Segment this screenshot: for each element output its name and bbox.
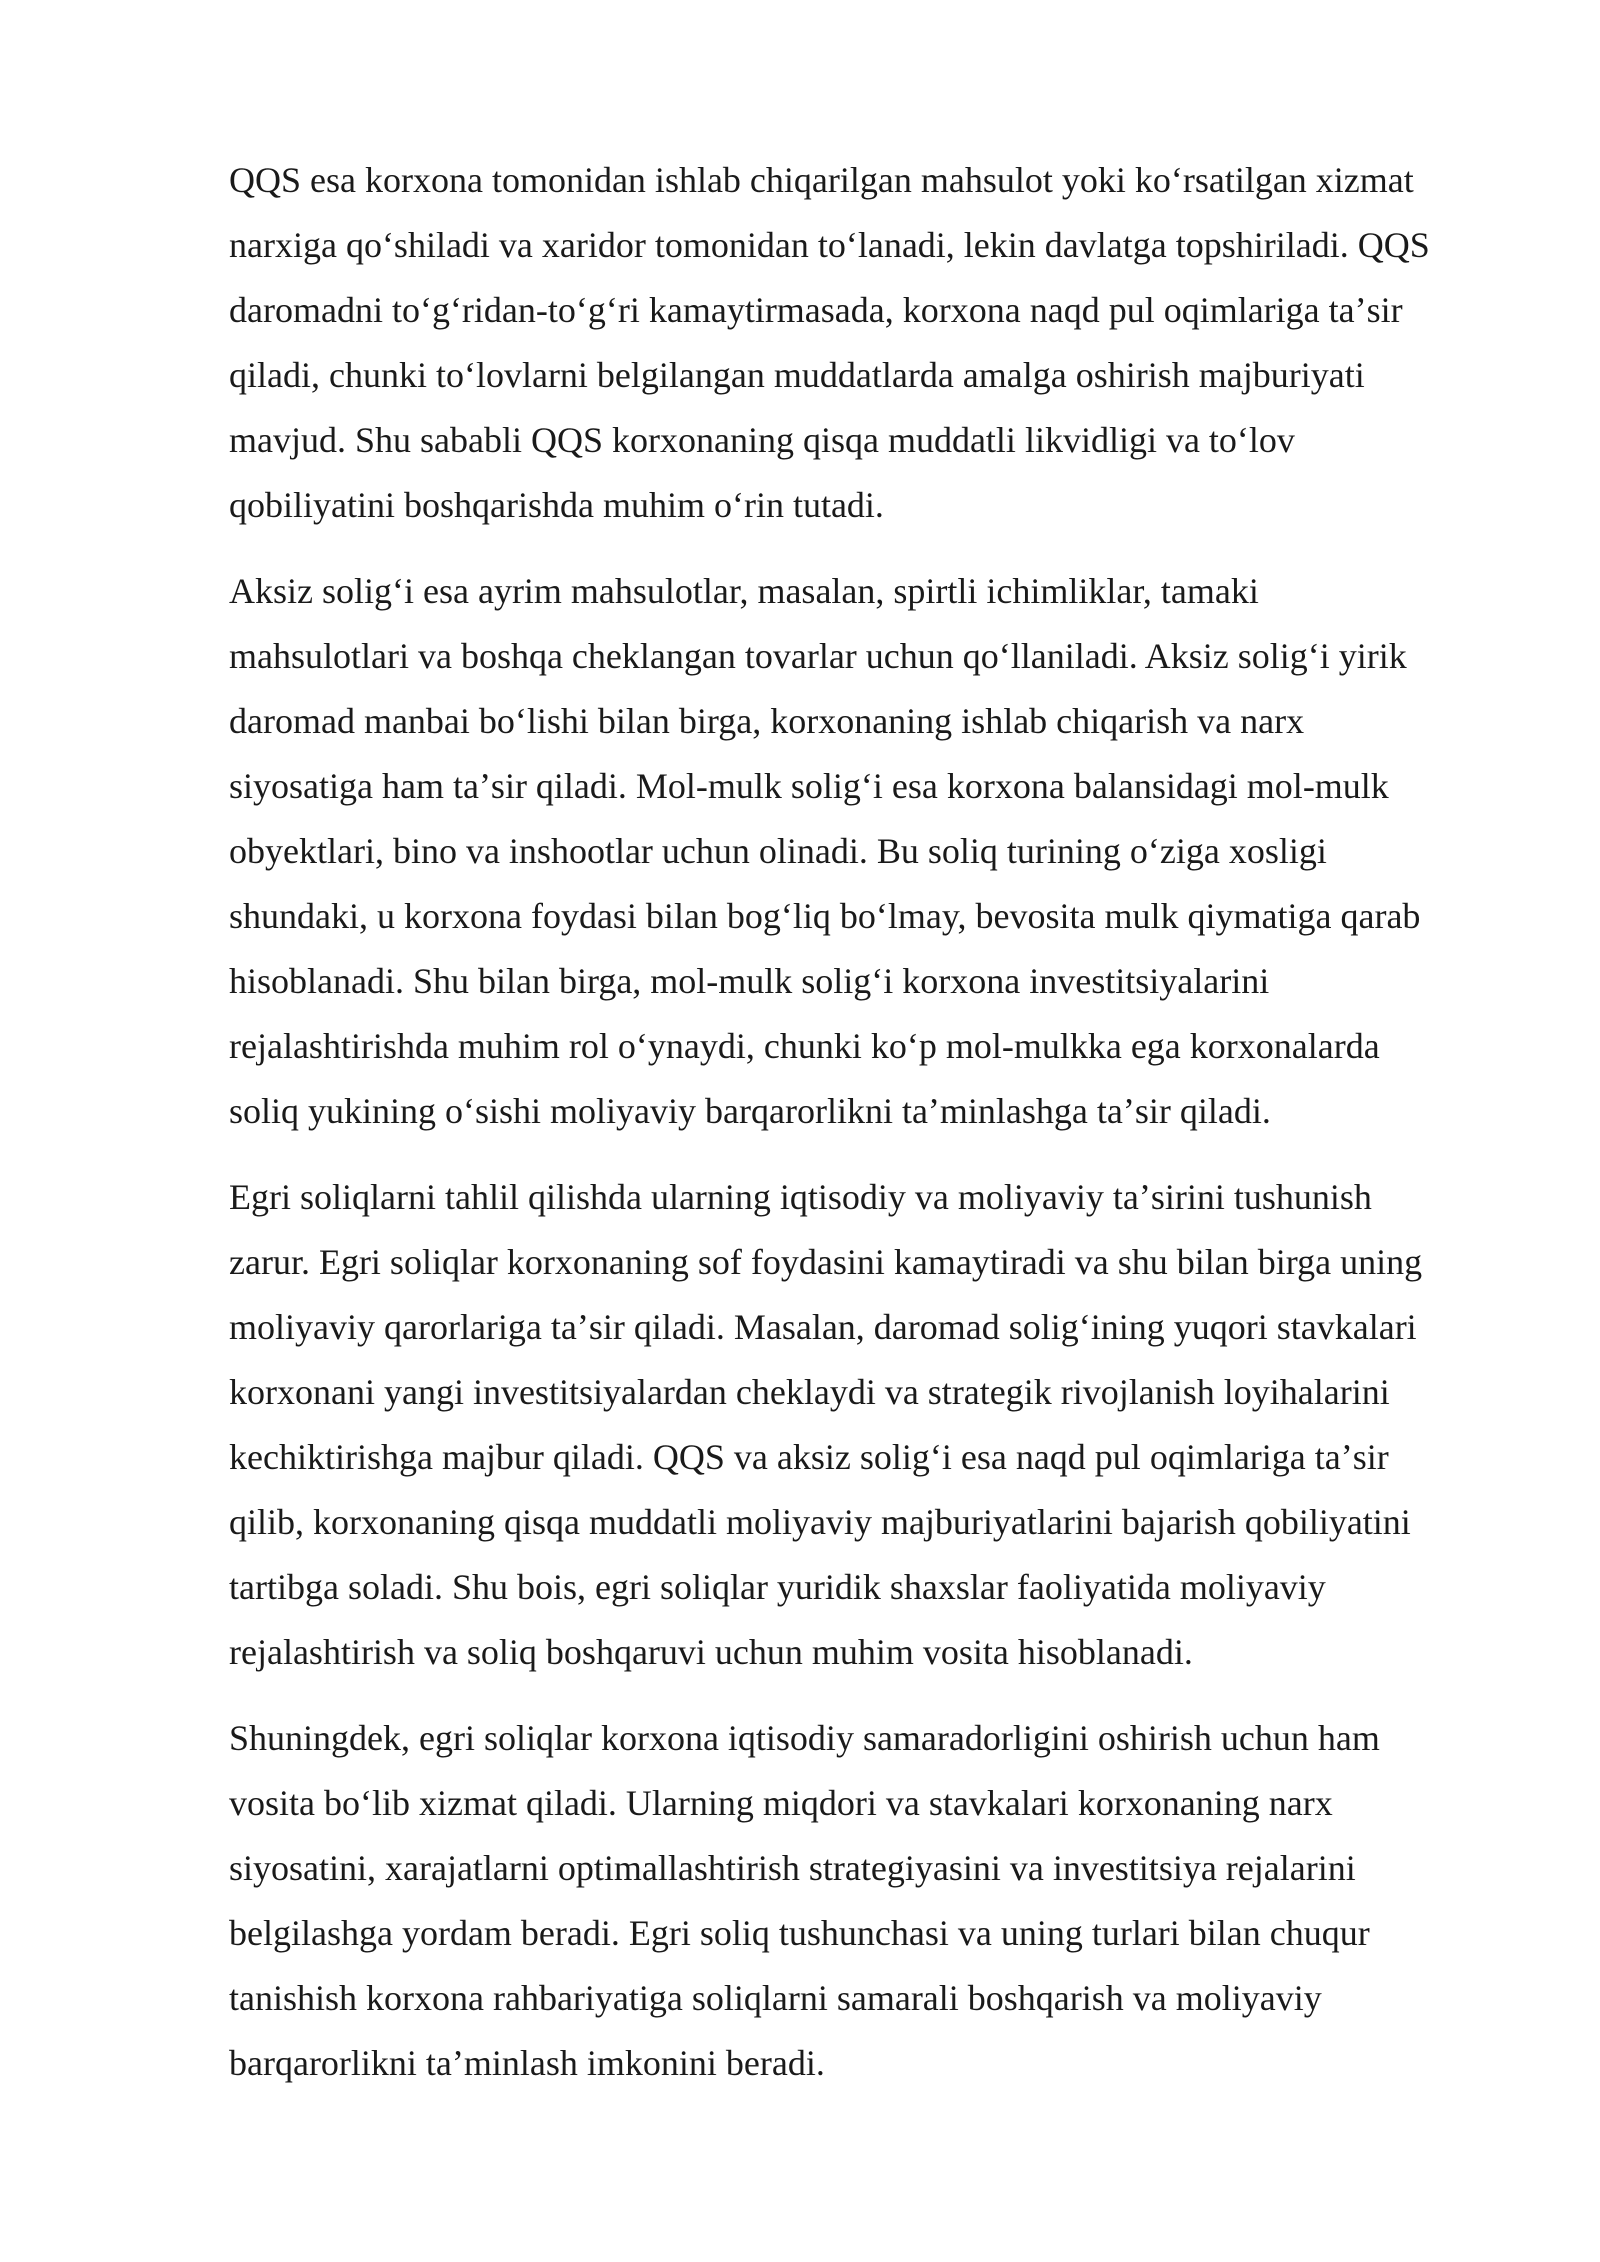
paragraph-shuningdek [229,1706,1509,2096]
text-line: rejalashtirish va soliq boshqaruvi uchun muhim vosita hisoblanadi. [229,1632,1193,1672]
text-line: narxiga qoʻshiladi va xaridor tomonidan toʻlanadi, lekin davlatga topshiriladi. QQS [229,225,1430,265]
text-line: zarur. Egri soliqlar korxonaning sof foydasini kamaytiradi va shu bilan birga uning [229,1242,1423,1282]
text-line: soliq yukining oʻsishi moliyaviy barqarorlikni taʼminlashga taʼsir qiladi. [229,1091,1271,1131]
text-line: shundaki, u korxona foydasi bilan bogʻliq boʻlmay, bevosita mulk qiymatiga qarab [229,896,1421,936]
text-line: qobiliyatini boshqarishda muhim oʻrin tutadi. [229,485,884,525]
text-line: rejalashtirishda muhim rol oʻynaydi, chunki koʻp mol-mulkka ega korxonalarda [229,1026,1380,1066]
text-line: QQS esa korxona tomonidan ishlab chiqarilgan mahsulot yoki koʻrsatilgan xizmat [229,160,1414,200]
text-line: Aksiz soligʻi esa ayrim mahsulotlar, masalan, spirtli ichimliklar, tamaki [229,571,1259,611]
text-line: daromad manbai boʻlishi bilan birga, korxonaning ishlab chiqarish va narx [229,701,1305,741]
text-line: korxonani yangi investitsiyalardan cheklaydi va strategik rivojlanish loyihalarini [229,1372,1390,1412]
text-line: tanishish korxona rahbariyatiga soliqlarni samarali boshqarish va moliyaviy [229,1978,1322,2018]
text-line: obyektlari, bino va inshootlar uchun olinadi. Bu soliq turining oʻziga xosligi [229,831,1327,871]
text-line: belgilashga yordam beradi. Egri soliq tushunchasi va uning turlari bilan chuqur [229,1913,1370,1953]
text-line: mahsulotlari va boshqa cheklangan tovarlar uchun qoʻllaniladi. Aksiz soligʻi yirik [229,636,1407,676]
text-line: tartibga soladi. Shu bois, egri soliqlar yuridik shaxslar faoliyatida moliyaviy [229,1567,1326,1607]
text-line: qiladi, chunki toʻlovlarni belgilangan muddatlarda amalga oshirish majburiyati [229,355,1365,395]
document-body [229,148,1509,2117]
text-line: barqarorlikni taʼminlash imkonini beradi. [229,2043,825,2083]
text-line: siyosatini, xarajatlarni optimallashtirish strategiyasini va investitsiya rejalarini [229,1848,1356,1888]
text-line: siyosatiga ham taʼsir qiladi. Mol-mulk soligʻi esa korxona balansidagi mol-mulk [229,766,1389,806]
paragraph-qqs [229,148,1509,538]
text-line: hisoblanadi. Shu bilan birga, mol-mulk soligʻi korxona investitsiyalarini [229,961,1270,1001]
text-line: Shuningdek, egri soliqlar korxona iqtisodiy samaradorligini oshirish uchun ham [229,1718,1380,1758]
text-line: qilib, korxonaning qisqa muddatli moliyaviy majburiyatlarini bajarish qobiliyatini [229,1502,1411,1542]
paragraph-egri-soliqlar-tahlil [229,1165,1509,1685]
paragraph-aksiz [229,559,1509,1144]
text-line: mavjud. Shu sababli QQS korxonaning qisqa muddatli likvidligi va toʻlov [229,420,1295,460]
text-line: daromadni toʻgʻridan-toʻgʻri kamaytirmasada, korxona naqd pul oqimlariga taʼsir [229,290,1403,330]
text-line: moliyaviy qarorlariga taʼsir qiladi. Masalan, daromad soligʻining yuqori stavkalari [229,1307,1417,1347]
text-line: vosita boʻlib xizmat qiladi. Ularning miqdori va stavkalari korxonaning narx [229,1783,1333,1823]
text-line: kechiktirishga majbur qiladi. QQS va aksiz soligʻi esa naqd pul oqimlariga taʼsir [229,1437,1389,1477]
text-line: Egri soliqlarni tahlil qilishda ularning iqtisodiy va moliyaviy taʼsirini tushunish [229,1177,1372,1217]
